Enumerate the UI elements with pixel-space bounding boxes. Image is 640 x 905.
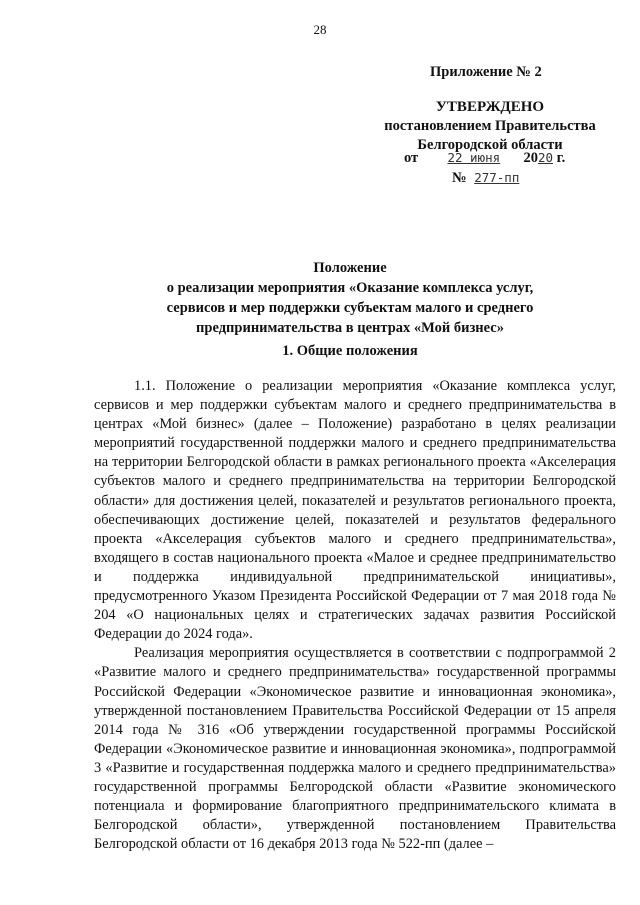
approval-block [370,98,610,155]
annex-label: Приложение № 2 [430,64,542,80]
title-line: предпринимательства в центрах «Мой бизнес» [196,320,504,336]
year-suffix: 20 [537,150,553,165]
date-day-month: 22 июня [447,150,501,165]
year-prefix: 20 [523,150,538,166]
section-heading: 1. Общие положения [282,343,418,359]
approval-number [452,170,519,187]
approval-line-2: Белгородской области [417,137,563,153]
document-title [130,258,570,338]
body-text [94,377,616,854]
year-unit: г. [556,150,566,166]
approval-date [404,150,565,167]
paragraph: Реализация мероприятия осуществляется в соответствии с подпрограммой 2 «Развитие малого и среднего предпринимательства» государственной программы Российской Федерации «Экономическое развитие и инновационная экономика», утвержденной постановлением Правительства Российской Федерации от 15 апреля 2014 года № 316 «Об утверждении государственной программы Российской Федерации «Экономическое развитие и инновационная экономика», подпрограммой 3 «Развитие и государственная поддержка малого и среднего предпринимательства» государственной программы Белгородской области «Развитие экономического потенциала и формирование благоприятного предпринимательского климата в Белгородской области», утвержденной постановлением Правительства Белгородской области от 16 декабря 2013 года № 522-пп (далее – [94,645,616,853]
title-line: сервисов и мер поддержки субъектам малого и среднего [166,300,534,316]
title-line: Положение [313,260,387,276]
title-line: о реализации мероприятия «Оказание комплекса услуг, [166,280,534,296]
document-number: 277-пп [474,170,520,185]
approval-line-1: постановлением Правительства [384,118,596,134]
paragraph: 1.1. Положение о реализации мероприятия «Оказание комплекса услуг, сервисов и мер поддержки субъектам малого и среднего предпринимательства в центрах «Мой бизнес» (далее – Положение) разработано в целях реализации мероприятий государственной поддержки малого и среднего предпринимательства на территории Белгородской области в рамках регионального проекта «Акселерация субъектов малого и среднего предпринимательства на территории Белгородской области» для достижения целей, показателей и результатов регионального проекта, обеспечивающих достижение целей, показателей и результатов федерального проекта «Акселерация субъектов малого и среднего предпринимательства», входящего в состав национального проекта «Малое и среднее предпринимательство и поддержка индивидуальной предпринимательской инициативы», предусмотренного Указом Президента Российской Федерации от 7 мая 2018 года № 204 «О национальных целях и стратегических задачах развития Российской Федерации до 2024 года». [94,378,616,643]
date-prefix: от [404,150,419,166]
number-prefix: № [452,170,467,186]
page-number: 28 [313,22,327,37]
approval-heading: УТВЕРЖДЕНО [435,99,545,115]
